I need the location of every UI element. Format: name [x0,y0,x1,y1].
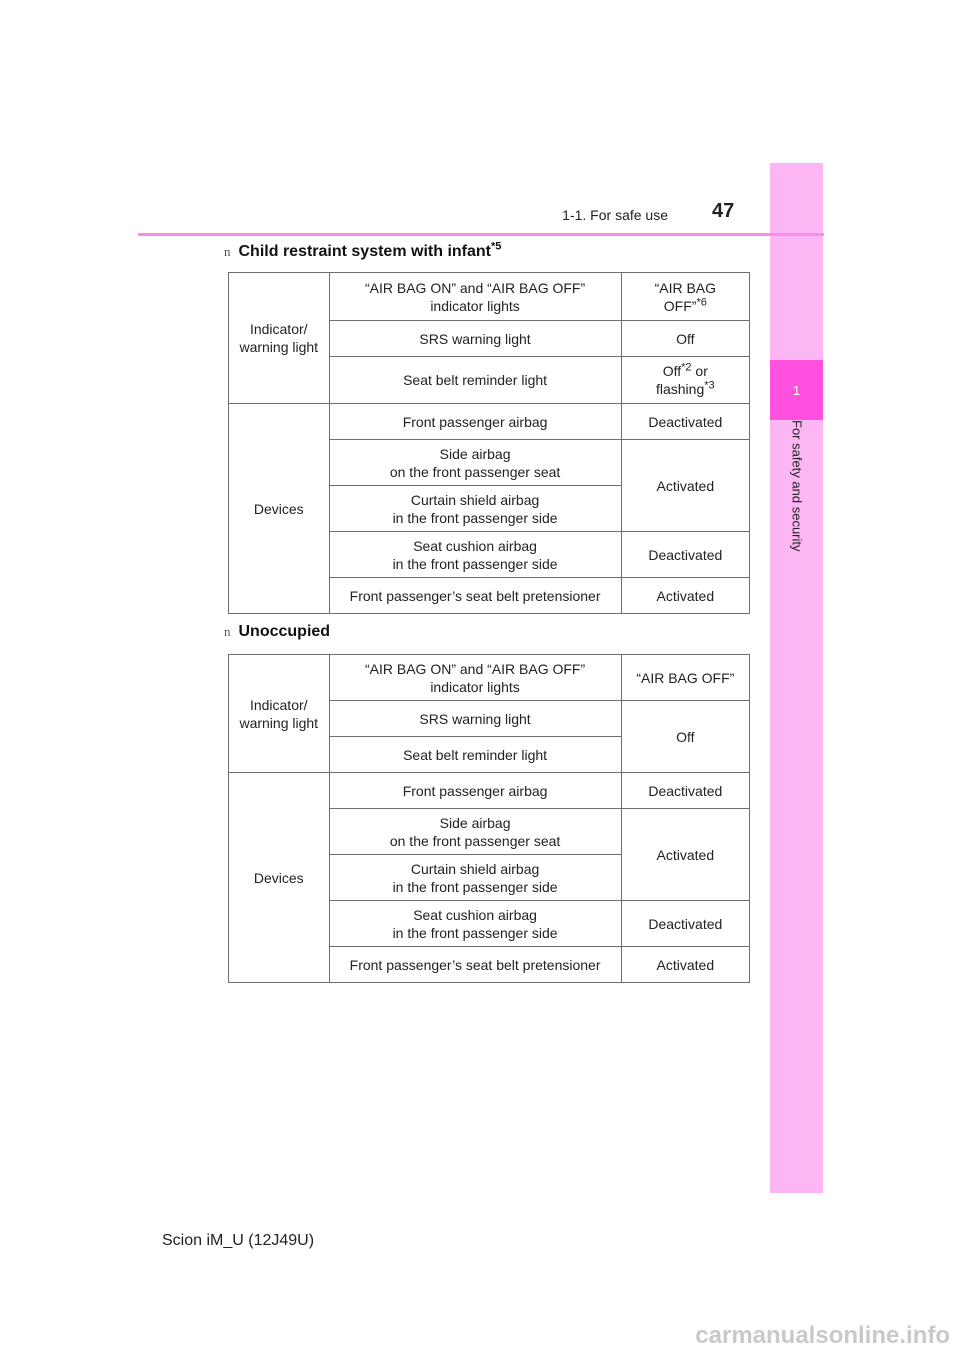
table-cell: Activated [621,947,749,983]
table-cell: Front passenger’s seat belt pretensioner [329,947,621,983]
table-cell [329,273,621,321]
footer-model: Scion iM_U (12J49U) [162,1232,315,1249]
section-title-unoccupied [224,623,330,641]
table-cell [329,901,621,947]
cell-line: in the front passenger side [392,555,558,572]
table-cell: SRS warning light [329,321,621,357]
table-cell: Seat belt reminder light [329,357,621,404]
cell-line: “AIR BAG [654,279,717,296]
table-cell [329,440,621,486]
watermark-text: carmanualsonline.info [695,1322,950,1349]
cell-line: on the front passenger seat [389,463,561,480]
table-cell: Deactivated [621,532,749,578]
table-cell [329,532,621,578]
table-cell: Front passenger airbag [329,773,621,809]
cell-line: Curtain shield airbag [410,491,540,508]
table-cell: Activated [621,440,749,532]
cell-line: Off$^{*2}$ or [662,361,708,379]
footnote-ref: *6 [696,295,707,308]
infant-spec-table [228,272,750,614]
cell-line: “AIR BAG ON” and “AIR BAG OFF” [364,279,586,296]
indicator-label-cell: Indicator/ warning light [229,273,330,404]
table-cell: Deactivated [621,404,749,440]
table-row [229,404,750,440]
table-row [229,273,750,321]
chapter-side-tab [770,163,823,1193]
footnote-ref: *5 [490,240,502,253]
devices-label-cell: Devices [229,404,330,614]
cell-line: Side airbag [439,814,511,831]
indicator-label-cell: Indicator/ warning light [229,655,330,773]
section-title-text: Child restraint system with infant [238,243,491,260]
section-bullet: n [224,624,231,639]
table-cell [329,486,621,532]
cell-line: Curtain shield airbag [410,860,540,877]
table-cell: Deactivated [621,901,749,947]
cell-line: in the front passenger side [392,509,558,526]
cell-line: Seat cushion airbag [413,906,537,923]
cell-line: flashing$^{*3}$ [655,379,715,397]
header-section-title: 1-1. For safe use [562,207,668,223]
cell-line: Seat cushion airbag [413,537,537,554]
table-cell [621,357,749,404]
devices-label-cell: Devices [229,773,330,983]
table-cell: Front passenger airbag [329,404,621,440]
table-cell [329,855,621,901]
table-cell [621,273,749,321]
table-cell: “AIR BAG OFF” [621,655,749,701]
chapter-title: For safety and security [789,420,805,552]
table-cell: Off [621,321,749,357]
unoccupied-spec-table [228,654,750,983]
cell-line: OFF”$^{*6}$ [663,295,707,314]
table-cell [329,809,621,855]
table-row [229,773,750,809]
section-title-infant [224,240,502,261]
header-divider [138,233,824,236]
section-title-text: Unoccupied [238,623,331,640]
section-bullet: n [224,244,231,259]
cell-line: “AIR BAG ON” and “AIR BAG OFF” [364,660,586,677]
footnote-ref: *2 [681,361,692,374]
table-cell: Off [621,701,749,773]
cell-line: Side airbag [439,445,511,462]
table-cell: Activated [621,578,749,614]
table-cell: Activated [621,809,749,901]
table-cell: Seat belt reminder light [329,737,621,773]
cell-line: indicator lights [430,297,520,314]
page-number: 47 [712,200,735,222]
cell-line: in the front passenger side [392,924,558,941]
table-cell: Deactivated [621,773,749,809]
cell-line: in the front passenger side [392,878,558,895]
table-cell: SRS warning light [329,701,621,737]
cell-line: indicator lights [430,678,520,695]
cell-line: on the front passenger seat [389,832,561,849]
table-cell [329,655,621,701]
table-cell: Front passenger’s seat belt pretensioner [329,578,621,614]
table-row [229,655,750,701]
chapter-number: 1 [770,360,823,420]
footnote-ref: *3 [704,379,715,392]
